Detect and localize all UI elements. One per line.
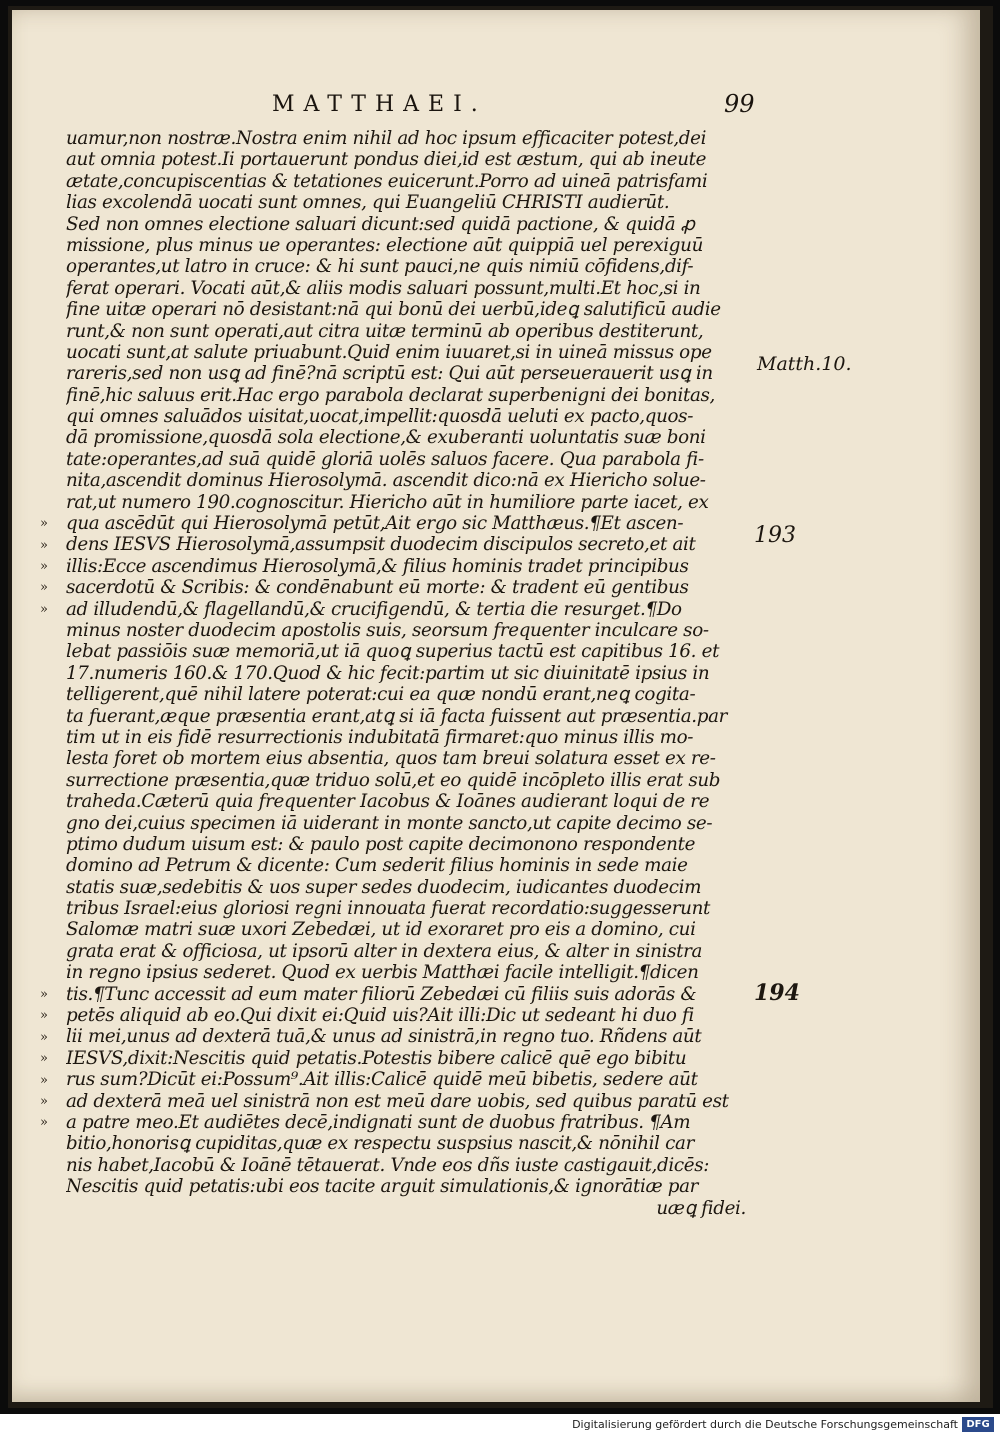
- margin-section-number: 194: [754, 980, 800, 1006]
- text-line: surrectione præsentia,quæ triduo solū,et eo quidē incōpleto illis erat sub: [66, 769, 721, 791]
- text-line: runt,& non sunt operati,aut citra uitæ terminū ab operibus destiterunt,: [66, 320, 704, 342]
- margin-section-number: 193: [754, 523, 796, 548]
- text-line: tribus Israel:eius gloriosi regni innouata fuerat recordatio:suggesserunt: [66, 898, 711, 920]
- text-line: fine uitæ operari nō desistant:nā qui bonū dei uerbū,ideꝗ salutificū audie: [66, 299, 721, 321]
- text-line: in regno ipsius sederet. Quod ex uerbis Matthæi facile intelligit.¶dicen: [66, 962, 699, 984]
- text-line: telligerent,quē nihil latere poterat:cui ea quæ nondū erant,neꝗ cogita-: [66, 684, 696, 706]
- running-head: MATTHAEI.: [272, 92, 487, 117]
- footer-credit: Digitalisierung gefördert durch die Deutsche Forschungsgemeinschaft: [572, 1418, 958, 1431]
- quote-mark: »: [40, 537, 48, 553]
- dfg-logo-icon: DFG: [962, 1417, 994, 1432]
- text-line: operantes,ut latro in cruce: & hi sunt pauci,ne quis nimiū cōfidens,dif-: [66, 256, 694, 278]
- text-line: IESVS,dixit:Nescitis quid petatis.Potestis bibere calicē quē ego bibitu: [66, 1047, 687, 1069]
- body-text: [66, 128, 756, 1219]
- text-line: tate:operantes,ad suā quidē gloriā uolēs saluos facere. Qua parabola fi-: [66, 448, 704, 470]
- text-line: rareris,sed non usꝗ ad finē?nā scriptū est: Qui aūt perseuerauerit usꝗ in: [66, 363, 713, 385]
- text-line: gno dei,cuius specimen iā uiderant in monte sancto,ut capite decimo se-: [66, 812, 713, 834]
- scanned-page-frame: [8, 6, 993, 1408]
- margin-reference: Matth.10.: [757, 353, 852, 375]
- text-line: minus noster duodecim apostolis suis, seorsum frequenter inculcare so-: [66, 619, 709, 641]
- text-line: rat,ut numero 190.cognoscitur. Hiericho aūt in humiliore parte iacet, ex: [66, 491, 709, 513]
- quote-mark: »: [40, 516, 48, 532]
- quote-mark: »: [40, 559, 48, 574]
- text-line: traheda.Cæterū quia frequenter Iacobus & Ioānes audierant loqui de re: [66, 791, 710, 813]
- text-line: uæꝗ fidei.: [656, 1197, 746, 1219]
- text-line: Sed non omnes electione saluari dicunt:sed quidā pactione, & quidā ꝓ: [66, 213, 695, 235]
- text-line: sacerdotū & Scribis: & condēnabunt eū morte: & tradent eū gentibus: [66, 577, 689, 599]
- text-line: illis:Ecce ascendimus Hierosolymā,& filius hominis tradet principibus: [66, 555, 689, 577]
- book-page: [12, 10, 980, 1402]
- text-line: tim ut in eis fidē resurrectionis indubitatā firmaret:quo minus illis mo-: [66, 726, 694, 748]
- quote-mark: »: [40, 1072, 48, 1088]
- text-line: statis suæ,sedebitis & uos super sedes duodecim, iudicantes duodecim: [66, 876, 702, 898]
- text-line: dens IESVS Hierosolymā,assumpsit duodecim discipulos secreto,et ait: [66, 534, 696, 556]
- text-line: lias excolendā uocati sunt omnes, qui Euangeliū CHRISTI audierūt.: [66, 192, 670, 214]
- quote-mark: »: [40, 1115, 48, 1131]
- text-line: finē,hic saluus erit.Hac ergo parabola declarat superbenigni dei bonitas,: [66, 384, 715, 406]
- text-line: Nescitis quid petatis:ubi eos tacite arguit simulationis,& ignorātiæ par: [66, 1176, 699, 1198]
- text-line: ta fuerant,æque præsentia erant,atꝗ si iā facta fuissent aut præsentia.par: [66, 705, 728, 727]
- text-line: uamur,non nostræ.Nostra enim nihil ad hoc ipsum efficaciter potest,dei: [66, 128, 707, 149]
- text-line: ad illudendū,& flagellandū,& crucifigendū, & tertia die resurget.¶Do: [66, 598, 682, 620]
- quote-mark: »: [40, 601, 48, 617]
- quote-mark: »: [40, 1094, 48, 1109]
- text-line: uocati sunt,at salute priuabunt.Quid enim iuuaret,si in uineā missus ope: [66, 341, 712, 363]
- page-number: 99: [724, 90, 755, 118]
- text-line: ptimo dudum uisum est: & paulo post capite decimonono respondente: [66, 833, 696, 855]
- text-line: lesta foret ob mortem eius absentia, quos tam breui solatura esset ex re-: [66, 748, 716, 770]
- text-line: lebat passiōis suæ memoriā,ut iā quoꝗ superius tactū est capitibus 16. et: [66, 641, 720, 663]
- text-line: petēs aliquid ab eo.Qui dixit ei:Quid uis?Ait illi:Dic ut sedeant hi duo fi: [66, 1005, 694, 1027]
- quote-mark: »: [40, 1008, 48, 1024]
- text-line: dā promissione,quosdā sola electione,& exuberanti uoluntatis suæ boni: [66, 427, 706, 449]
- text-line: aut omnia potest.Ii portauerunt pondus diei,id est æstum, qui ab ineute: [66, 149, 707, 171]
- text-line: a patre meo.Et audiētes decē,indignati sunt de duobus fratribus. ¶Am: [66, 1111, 691, 1133]
- text-line: qua ascēdūt qui Hierosolymā petūt,Ait ergo sic Matthæus.¶Et ascen-: [66, 513, 684, 535]
- digitization-footer: [0, 1414, 1000, 1437]
- text-line: nita,ascendit dominus Hierosolymā. ascendit dico:nā ex Hiericho solue-: [66, 470, 706, 492]
- text-line: ætate,concupiscentias & tetationes euicerunt.Porro ad uineā patrisfami: [66, 170, 708, 192]
- text-line: bitio,honorisꝗ cupiditas,quæ ex respectu suspsius nascit,& nōnihil car: [66, 1133, 694, 1155]
- text-line: grata erat & officiosa, ut ipsorū alter in dextera eius, & alter in sinistra: [66, 940, 703, 962]
- text-line: domino ad Petrum & dicente: Cum sederit filius hominis in sede maie: [66, 855, 688, 877]
- text-line: tis.¶Tunc accessit ad eum mater filiorū Zebedæi cū filiis suis adorās &: [66, 983, 697, 1005]
- quote-mark: »: [40, 1051, 48, 1067]
- quote-mark: »: [40, 580, 48, 596]
- text-line: missione, plus minus ue operantes: electione aūt quippiā uel perexiguū: [66, 234, 703, 256]
- quote-mark: »: [40, 987, 48, 1002]
- text-line: Salomæ matri suæ uxori Zebedæi, ut id exoraret pro eis a domino, cui: [66, 919, 696, 941]
- text-line: nis habet,Iacobū & Ioānē tētauerat. Vnde eos dñs iuste castigauit,dicēs:: [66, 1154, 710, 1176]
- quote-mark: »: [40, 1029, 48, 1045]
- text-line: qui omnes saluādos uisitat,uocat,impellit:quosdā ueluti ex pacto,quos-: [66, 406, 694, 428]
- text-line: lii mei,unus ad dexterā tuā,& unus ad sinistrā,in regno tuo. Rñdens aūt: [66, 1026, 702, 1048]
- text-line: rus sum?Dicūt ei:Possum⁹.Ait illis:Calicē quidē meū bibetis, sedere aūt: [66, 1069, 698, 1091]
- text-line: ad dexterā meā uel sinistrā non est meū dare uobis, sed quibus paratū est: [66, 1090, 729, 1112]
- text-line: 17.numeris 160.& 170.Quod & hic fecit:partim ut sic diuinitatē ipsius in: [66, 662, 710, 684]
- text-line: ferat operari. Vocati aūt,& aliis modis saluari possunt,multi.Et hoc,si in: [66, 277, 701, 299]
